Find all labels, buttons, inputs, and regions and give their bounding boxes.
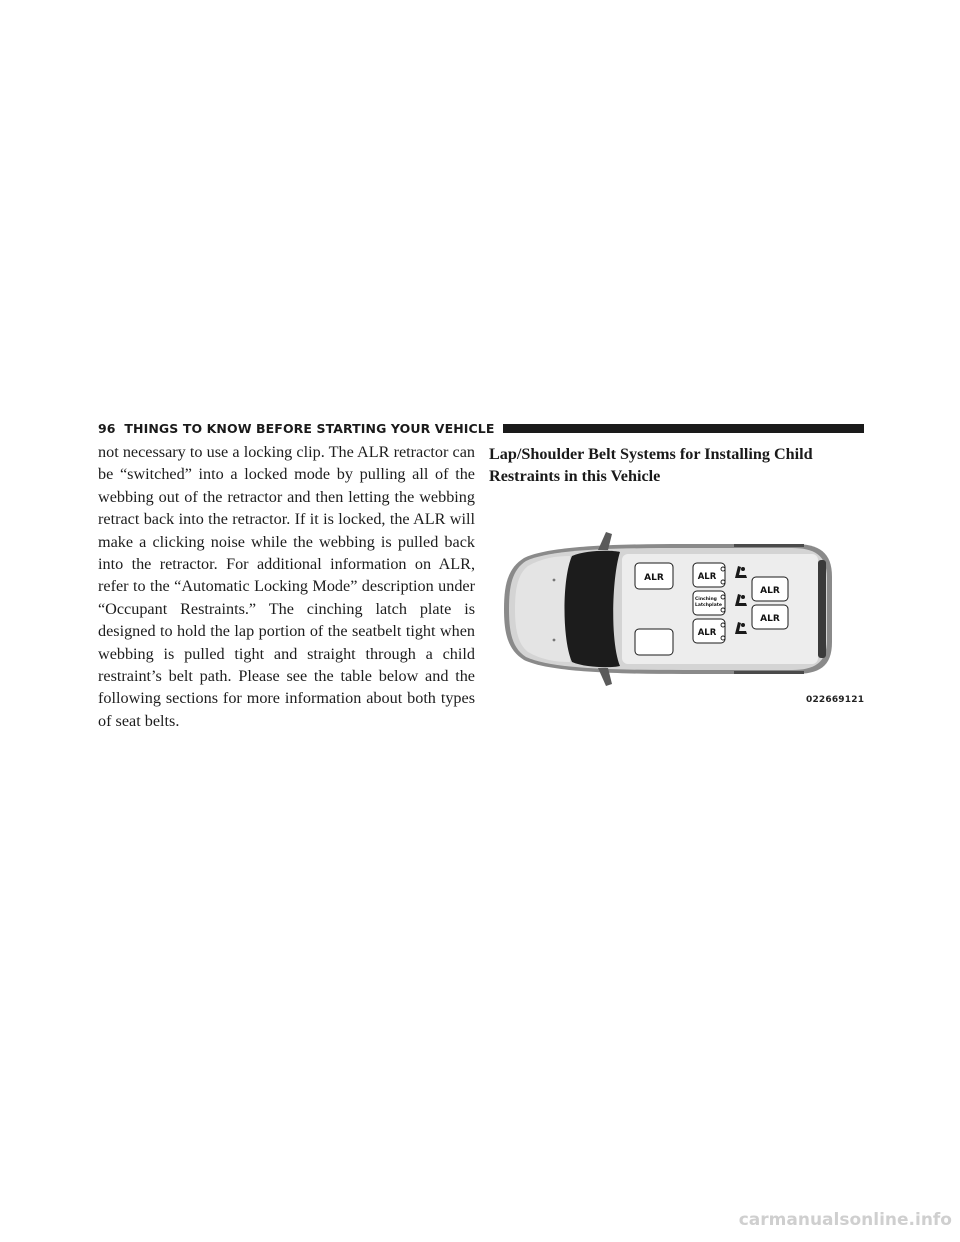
section-title: THINGS TO KNOW BEFORE STARTING YOUR VEHICLE — [124, 420, 495, 436]
watermark: carmanualsonline.info — [738, 1210, 952, 1230]
vehicle-top-view-illustration — [494, 522, 864, 722]
cinching-label-line1: Cinching — [695, 597, 717, 602]
page-header — [98, 418, 864, 438]
subheading: Lap/Shoulder Belt Systems for Installing Child Restraints in this Vehicle — [489, 445, 813, 485]
cinching-label-line2: Latchplate — [695, 603, 722, 608]
roof-rail-right — [734, 671, 804, 674]
third-row-left-alr-label: ALR — [760, 586, 780, 596]
roof-rail-left — [734, 544, 804, 547]
second-row-left-alr-label: ALR — [697, 572, 717, 582]
front-seat-alr-label: ALR — [644, 573, 664, 583]
body-paragraph: not necessary to use a locking clip. The ALR retractor can be “switched” into a locked mode by pulling all of the webbing out of the retractor and then letting the webbing retract back into the retractor. If it is locked, the ALR will make a clicking noise while the webbing is pulled back into the retractor. For additional information on ALR, refer to the “Automatic Locking Mode” description under “Occupant Restraints.” The cinching latch plate is designed to hold the lap portion of the seatbelt tight when webbing is pulled tight and straight through a child restraint’s belt path. Please see the table below and the following sections for more information about both types of seat belts. — [98, 443, 475, 730]
vehicle-rear-glass — [818, 560, 826, 658]
second-row-right-alr-label: ALR — [697, 628, 717, 638]
page-number: 96 — [98, 420, 116, 436]
front-right-seat — [635, 629, 673, 655]
vehicle-windshield — [565, 551, 621, 667]
third-row-right-alr-label: ALR — [760, 614, 780, 624]
vehicle-seat-diagram — [494, 522, 864, 722]
body-column — [98, 441, 475, 732]
vehicle-hood — [515, 556, 570, 662]
figure-code: 022669121 — [806, 695, 865, 705]
header-rule — [503, 424, 865, 433]
